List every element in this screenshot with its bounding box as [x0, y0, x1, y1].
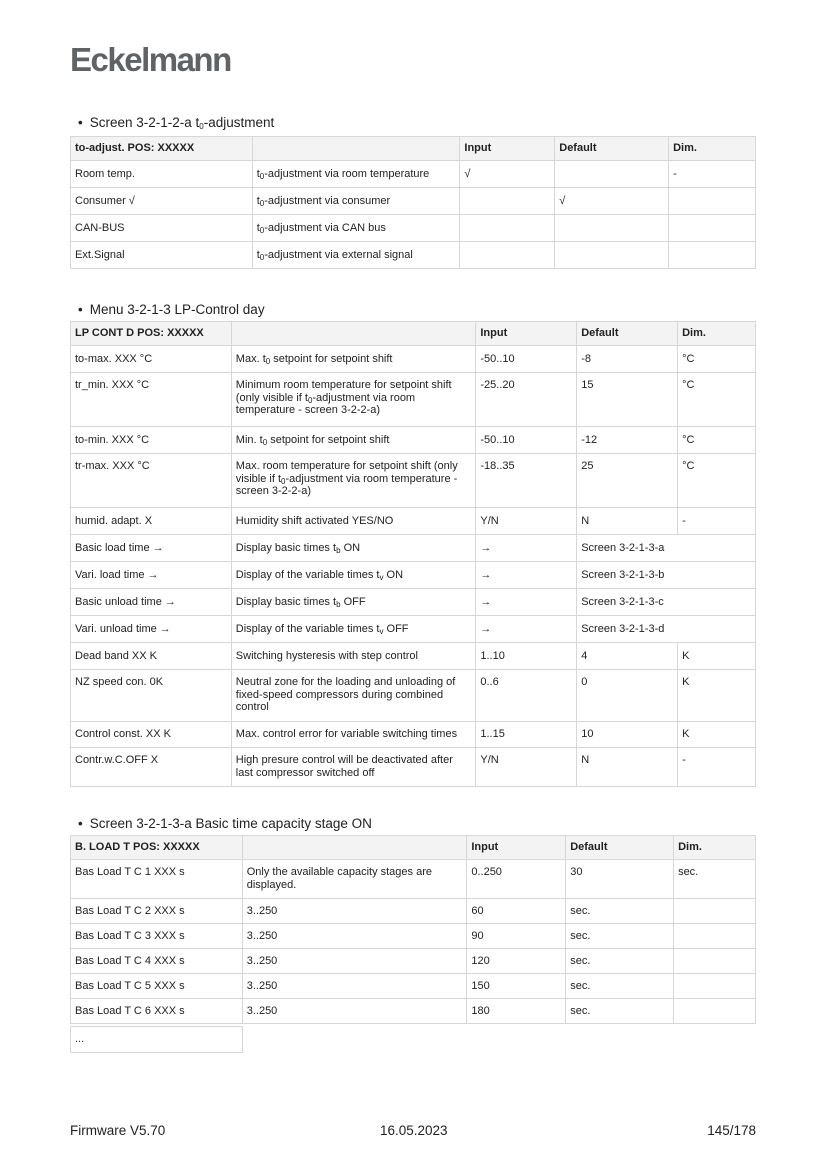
- input-cell: -50..10: [476, 427, 577, 454]
- input-cell: →: [476, 535, 577, 562]
- table-row: [71, 722, 756, 748]
- table-row: [71, 1027, 243, 1053]
- param-cell: Bas Load T C 6 XXX s: [71, 999, 243, 1024]
- description-cell: 3..250: [242, 924, 467, 949]
- param-cell: to-max. XXX °C: [71, 346, 232, 373]
- section-title-basic-time-capacity-stage-on: • Screen 3-2-1-3-a Basic time capacity stage ON: [78, 816, 372, 831]
- param-cell: Bas Load T C 4 XXX s: [71, 949, 243, 974]
- default-cell: [555, 215, 669, 242]
- default-cell: 0: [577, 670, 678, 722]
- param-cell: Ext.Signal: [71, 242, 253, 269]
- description-cell: Only the available capacity stages are displayed.: [242, 860, 467, 899]
- dim-cell: [674, 924, 756, 949]
- default-cell: -8: [577, 346, 678, 373]
- dim-cell: °C: [678, 427, 756, 454]
- table-continuation: [70, 1026, 243, 1053]
- table-row: [71, 454, 756, 508]
- table-lp-control-day: [70, 321, 756, 787]
- description-cell: $t_0$-adjustment via room temperature: [252, 161, 460, 188]
- input-cell: 180: [467, 999, 566, 1024]
- table-row: [71, 949, 756, 974]
- column-header: Dim.: [669, 137, 756, 161]
- description-cell: Humidity shift activated YES/NO: [231, 508, 476, 535]
- description-cell: Switching hysteresis with step control: [231, 643, 476, 670]
- dim-cell: [669, 215, 756, 242]
- description-cell: High presure control will be deactivated after last compressor switched off: [231, 748, 476, 787]
- column-header: [252, 137, 460, 161]
- table-row: [71, 562, 756, 589]
- dim-cell: [674, 949, 756, 974]
- column-header: Default: [555, 137, 669, 161]
- table-header-row: [71, 322, 756, 346]
- default-cell: N: [577, 748, 678, 787]
- column-header: to-adjust. POS: XXXXX: [71, 137, 253, 161]
- column-header: [231, 322, 476, 346]
- param-cell: Vari. unload time →: [71, 616, 232, 643]
- description-cell: Max. control error for variable switching times: [231, 722, 476, 748]
- input-cell: [460, 188, 555, 215]
- input-cell: →: [476, 616, 577, 643]
- param-cell: to-min. XXX °C: [71, 427, 232, 454]
- default-cell: 10: [577, 722, 678, 748]
- dim-cell: °C: [678, 454, 756, 508]
- table-row: [71, 748, 756, 787]
- dim-cell: sec.: [674, 860, 756, 899]
- input-cell: 120: [467, 949, 566, 974]
- eckelmann-logo: Eckelmann: [70, 41, 231, 78]
- default-cell: sec.: [566, 974, 674, 999]
- default-cell: Screen 3-2-1-3-d: [577, 616, 756, 643]
- param-cell: Bas Load T C 1 XXX s: [71, 860, 243, 899]
- table-row: [71, 616, 756, 643]
- table-header-row: [71, 836, 756, 860]
- description-cell: Minimum room temperature for setpoint shift (only visible if $t_0$-adjustment via room temperature - screen 3-2-2-a): [231, 373, 476, 427]
- table-basic-time-capacity-stage-on: [70, 835, 756, 1024]
- param-cell: tr_min. XXX °C: [71, 373, 232, 427]
- description-cell: 3..250: [242, 899, 467, 924]
- description-cell: $t_0$-adjustment via consumer: [252, 188, 460, 215]
- table-row: [71, 899, 756, 924]
- param-cell: Bas Load T C 5 XXX s: [71, 974, 243, 999]
- description-cell: 3..250: [242, 999, 467, 1024]
- input-cell: 0..6: [476, 670, 577, 722]
- description-cell: 3..250: [242, 949, 467, 974]
- input-cell: -25..20: [476, 373, 577, 427]
- input-cell: 1..15: [476, 722, 577, 748]
- input-cell: Y/N: [476, 748, 577, 787]
- description-cell: Display basic times $t_b$ OFF: [231, 589, 476, 616]
- input-cell: [460, 215, 555, 242]
- description-cell: Display of the variable times $t_v$ OFF: [231, 616, 476, 643]
- column-header: Input: [460, 137, 555, 161]
- description-cell: $t_0$-adjustment via external signal: [252, 242, 460, 269]
- param-cell: tr-max. XXX °C: [71, 454, 232, 508]
- input-cell: →: [476, 589, 577, 616]
- table-row: [71, 161, 756, 188]
- table-row: [71, 924, 756, 949]
- default-cell: Screen 3-2-1-3-c: [577, 589, 756, 616]
- description-cell: Max. room temperature for setpoint shift (only visible if $t_0$-adjustment via room temperature - screen 3-2-2-a): [231, 454, 476, 508]
- table-row: [71, 643, 756, 670]
- table-row: [71, 999, 756, 1024]
- section-title-lp-control-day: • Menu 3-2-1-3 LP-Control day: [78, 302, 265, 317]
- dim-cell: -: [678, 748, 756, 787]
- input-cell: →: [476, 562, 577, 589]
- dim-cell: K: [678, 643, 756, 670]
- default-cell: sec.: [566, 899, 674, 924]
- footer-page-number: 145/178: [707, 1123, 756, 1138]
- description-cell: 3..250: [242, 974, 467, 999]
- table-row: [71, 589, 756, 616]
- column-header: B. LOAD T POS: XXXXX: [71, 836, 243, 860]
- dim-cell: [674, 974, 756, 999]
- column-header: LP CONT D POS: XXXXX: [71, 322, 232, 346]
- default-cell: 4: [577, 643, 678, 670]
- input-cell: Y/N: [476, 508, 577, 535]
- default-cell: sec.: [566, 924, 674, 949]
- ellipsis-cell: ...: [71, 1027, 243, 1053]
- description-cell: Min. $t_0$ setpoint for setpoint shift: [231, 427, 476, 454]
- dim-cell: [674, 899, 756, 924]
- table-row: [71, 508, 756, 535]
- param-cell: CAN-BUS: [71, 215, 253, 242]
- param-cell: Consumer √: [71, 188, 253, 215]
- dim-cell: K: [678, 670, 756, 722]
- default-cell: -12: [577, 427, 678, 454]
- section-title-t0-adjustment: • Screen 3-2-1-2-a $t_0$-adjustment: [78, 115, 275, 131]
- param-cell: Bas Load T C 2 XXX s: [71, 899, 243, 924]
- param-cell: Room temp.: [71, 161, 253, 188]
- input-cell: √: [460, 161, 555, 188]
- default-cell: sec.: [566, 949, 674, 974]
- default-cell: Screen 3-2-1-3-b: [577, 562, 756, 589]
- param-cell: Contr.w.C.OFF X: [71, 748, 232, 787]
- input-cell: 150: [467, 974, 566, 999]
- table-row: [71, 188, 756, 215]
- input-cell: 1..10: [476, 643, 577, 670]
- input-cell: 90: [467, 924, 566, 949]
- column-header: [242, 836, 467, 860]
- column-header: Default: [577, 322, 678, 346]
- table-row: [71, 373, 756, 427]
- footer-firmware: Firmware V5.70: [70, 1123, 166, 1138]
- table-header-row: [71, 137, 756, 161]
- default-cell: [555, 161, 669, 188]
- column-header: Dim.: [674, 836, 756, 860]
- table-row: [71, 670, 756, 722]
- param-cell: Vari. load time →: [71, 562, 232, 589]
- default-cell: 30: [566, 860, 674, 899]
- default-cell: sec.: [566, 999, 674, 1024]
- description-cell: Display basic times $t_b$ ON: [231, 535, 476, 562]
- dim-cell: °C: [678, 346, 756, 373]
- column-header: Input: [467, 836, 566, 860]
- param-cell: NZ speed con. 0K: [71, 670, 232, 722]
- table-row: [71, 346, 756, 373]
- param-cell: Bas Load T C 3 XXX s: [71, 924, 243, 949]
- dim-cell: K: [678, 722, 756, 748]
- param-cell: Basic load time →: [71, 535, 232, 562]
- column-header: Default: [566, 836, 674, 860]
- param-cell: Control const. XX K: [71, 722, 232, 748]
- column-header: Dim.: [678, 322, 756, 346]
- table-row: [71, 242, 756, 269]
- default-cell: Screen 3-2-1-3-a: [577, 535, 756, 562]
- dim-cell: [669, 188, 756, 215]
- dim-cell: -: [678, 508, 756, 535]
- default-cell: [555, 242, 669, 269]
- default-cell: 25: [577, 454, 678, 508]
- table-row: [71, 860, 756, 899]
- param-cell: Dead band XX K: [71, 643, 232, 670]
- description-cell: Display of the variable times $t_v$ ON: [231, 562, 476, 589]
- table-row: [71, 974, 756, 999]
- input-cell: [460, 242, 555, 269]
- column-header: Input: [476, 322, 577, 346]
- table-row: [71, 535, 756, 562]
- default-cell: √: [555, 188, 669, 215]
- input-cell: -18..35: [476, 454, 577, 508]
- param-cell: Basic unload time →: [71, 589, 232, 616]
- table-row: [71, 427, 756, 454]
- dim-cell: [674, 999, 756, 1024]
- table-row: [71, 215, 756, 242]
- default-cell: 15: [577, 373, 678, 427]
- footer-date: 16.05.2023: [380, 1123, 448, 1138]
- input-cell: -50..10: [476, 346, 577, 373]
- description-cell: Max. $t_0$ setpoint for setpoint shift: [231, 346, 476, 373]
- input-cell: 60: [467, 899, 566, 924]
- description-cell: $t_0$-adjustment via CAN bus: [252, 215, 460, 242]
- param-cell: humid. adapt. X: [71, 508, 232, 535]
- dim-cell: [669, 242, 756, 269]
- description-cell: Neutral zone for the loading and unloading of fixed-speed compressors during combined control: [231, 670, 476, 722]
- dim-cell: -: [669, 161, 756, 188]
- table-t0-adjustment: [70, 136, 756, 269]
- dim-cell: °C: [678, 373, 756, 427]
- default-cell: N: [577, 508, 678, 535]
- input-cell: 0..250: [467, 860, 566, 899]
